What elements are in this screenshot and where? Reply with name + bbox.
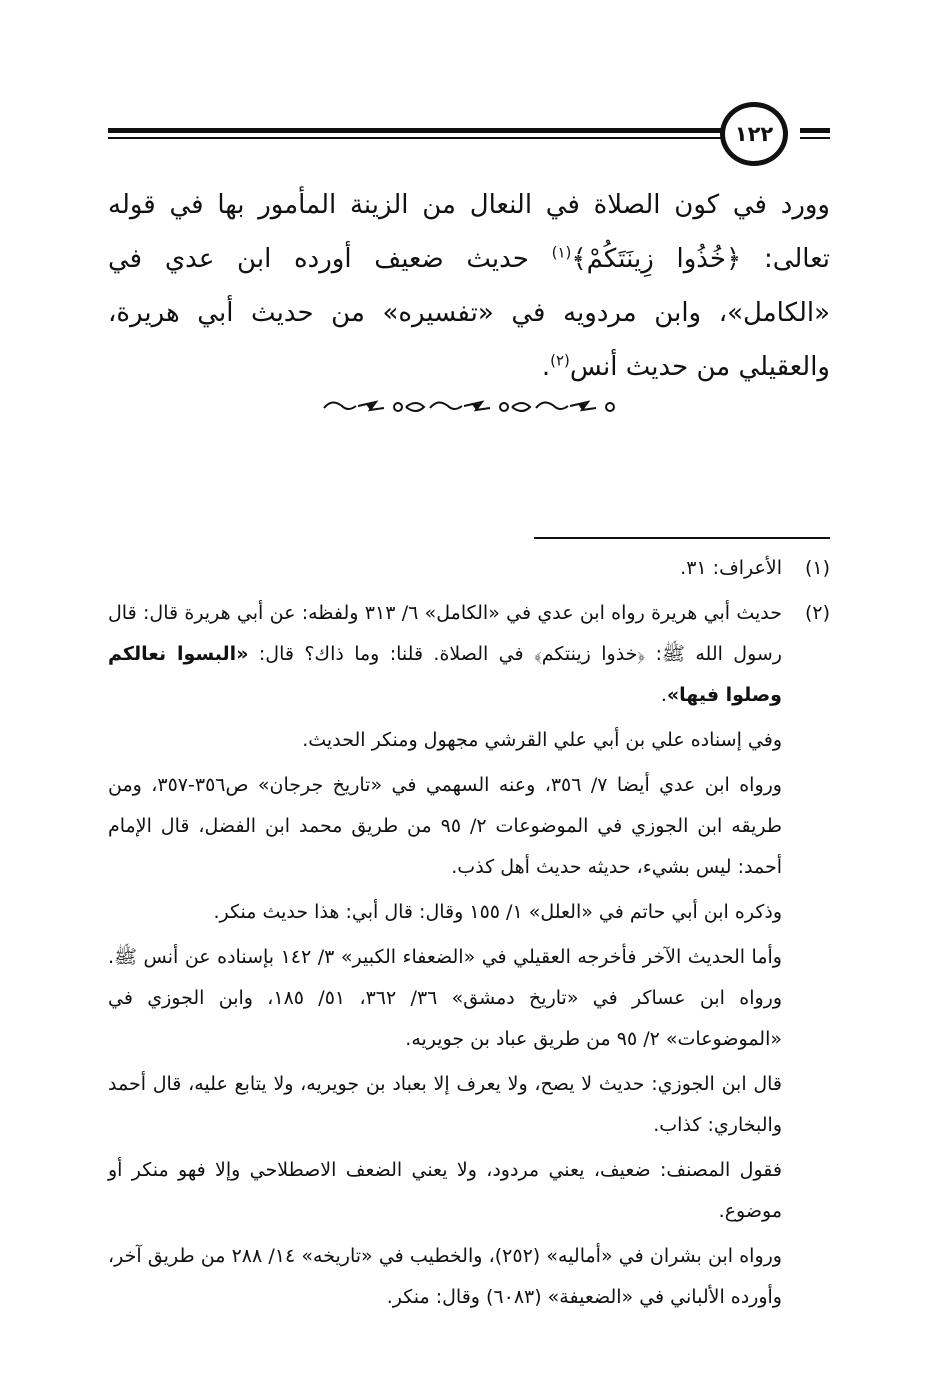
- footnote-2-p1-end: .: [660, 684, 667, 706]
- footnote-2-number: (٢): [804, 602, 830, 624]
- header-rule-thick: [108, 128, 724, 133]
- footnote-2-paragraph-4: وذكره ابن أبي حاتم في «العلل» ١/ ١٥٥ وقال: قال أبي: هذا حديث منكر.: [213, 901, 782, 923]
- page-number: ١٢٢: [720, 102, 788, 166]
- footnote-2-paragraph-6: قال ابن الجوزي: حديث لا يصح، ولا يعرف إلا بعباد بن جويريه، ولا يتابع عليه، قال أحمد والبخاري: كذاب.: [108, 1073, 782, 1136]
- footnote-1-text: الأعراف: ٣١.: [680, 557, 782, 579]
- header-rule-thin: [108, 137, 724, 139]
- ornament-divider: [318, 392, 628, 422]
- footnote-2-paragraph-2: وفي إسناده علي بن أبي علي القرشي مجهول ومنكر الحديث.: [302, 729, 782, 751]
- footnote-2-paragraph-1: [108, 593, 782, 716]
- footnote-2-paragraph-5: وأما الحديث الآخر فأخرجه العقيلي في «الضعفاء الكبير» ٣/ ١٤٢ بإسناده عن أنس ﷺ. ورواه ابن عساكر في «تاريخ دمشق» ٣٦/ ٣٦٢، ٥١/ ١٨٥، وابن الجوزي في «الموضوعات» ٢/ ٩٥ من طريق عباد بن جويريه.: [108, 946, 782, 1050]
- header-rule-tail-thin: [800, 137, 830, 139]
- main-text-end: .: [541, 352, 551, 382]
- header-rule-tail-thick: [800, 128, 830, 133]
- main-text-part1: وورد في كون الصلاة في النعال من الزينة المأمور بها في قوله تعالى:: [108, 190, 830, 274]
- footnote-2-p1-text: حديث أبي هريرة رواه ابن عدي في «الكامل» ٦/ ٣١٣ ولفظه: عن أبي هريرة قال: قال رسول الله ﷺ: ﴿خذوا زينتكم﴾ في الصلاة. قلنا: وما ذاك؟ قال:: [108, 602, 782, 665]
- quran-verse: ﴿خُذُوا زِينَتَكُمْ﴾: [571, 244, 742, 274]
- footnote-2-paragraph-7: فقول المصنف: ضعيف، يعني مردود، ولا يعني الضعف الاصطلاحي وإلا فهو منكر أو موضوع.: [108, 1159, 782, 1222]
- footnote-2-paragraph-8: ورواه ابن بشران في «أماليه» (٢٥٢)، والخطيب في «تاريخه» ١٤/ ٢٨٨ من طريق آخر، وأورده الألباني في «الضعيفة» (٦٠٨٣) وقال: منكر.: [108, 1245, 782, 1308]
- footnote-2-p1-bold: «البسوا نعالكم وصلوا فيها»: [108, 643, 782, 706]
- footnote-1-number: (١): [804, 557, 830, 579]
- footnote-separator: [534, 537, 830, 539]
- footnote-mark-2[interactable]: (٢): [550, 351, 570, 370]
- footnote-mark-1[interactable]: (١): [551, 243, 572, 262]
- footnote-2-paragraph-3: ورواه ابن عدي أيضا ٧/ ٣٥٦، وعنه السهمي في «تاريخ جرجان» ص٣٥٦-٣٥٧، ومن طريقه ابن الجوزي في الموضوعات ٢/ ٩٥ من طريق محمد ابن الفضل، قال الإمام أحمد: ليس بشيء، حديثه حديث أهل كذب.: [108, 774, 782, 878]
- footnotes: [108, 548, 830, 1322]
- main-paragraph: [108, 178, 830, 394]
- main-text-part2: حديث ضعيف أورده ابن عدي في «الكامل»، وابن مردويه في «تفسيره» من حديث أبي هريرة، والعقيلي من حديث أنس: [108, 244, 830, 382]
- footnote-2: [108, 593, 830, 1322]
- footnote-1: [108, 548, 830, 593]
